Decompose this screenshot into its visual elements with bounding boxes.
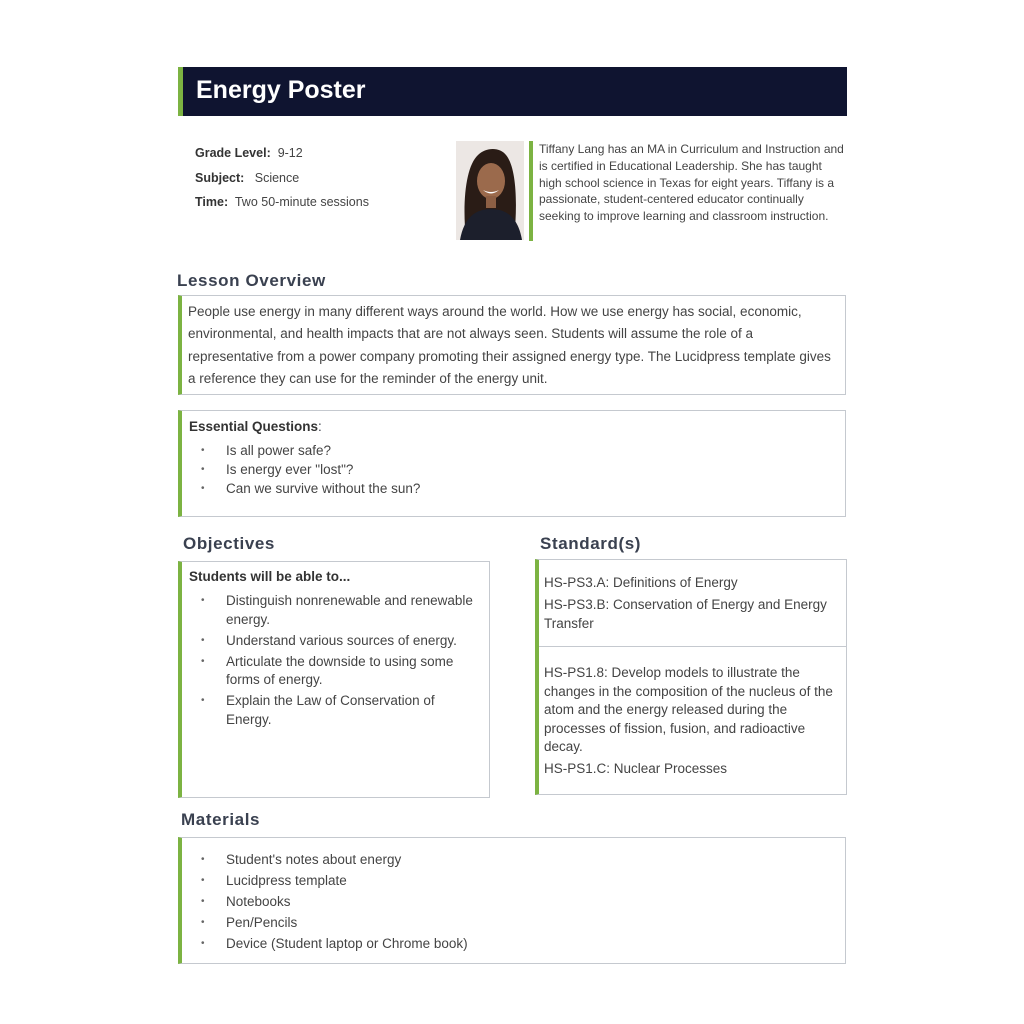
standards-box [535,559,847,795]
page-title: Energy Poster [196,76,366,104]
objectives-title: Students will be able to... [189,569,351,584]
lesson-overview-box [178,295,846,395]
essential-questions-box: Essential Questions: • Is all power safe? • Is energy ever "lost"? • Can we survive without the sun? [178,410,846,517]
essential-questions-title: Essential Questions [189,419,319,434]
list-item: • Can we survive without the sun? [182,480,845,499]
author-bio: Tiffany Lang has an MA in Curriculum and Instruction and is certified in Educational Leadership. She has taught high school science in Texas for eight years. Tiffany is a passionate, student-centered educator continually seeking to improve learning and classroom instruction. [529,141,847,241]
list-item: • Is all power safe? [182,442,845,461]
list-item: • Pen/Pencils [182,912,845,933]
bullet-icon: • [201,463,205,475]
standards-heading: Standard(s) [540,534,642,553]
lesson-overview-text: People use energy in many different ways around the world. How we use energy has social, economic, environmental, and health impacts that are not always seen. Students will assume the role of a representative from a power company promoting their assigned energy type. The Lucidpress template gives a reference they can use for the reminder of the energy unit. [188,304,831,386]
bullet-icon: • [201,445,205,456]
list-item: • Lucidpress template [182,870,845,891]
grade-level-value: 9-12 [277,146,303,160]
author-photo [456,141,524,240]
list-item: • Is energy ever "lost"? [182,461,845,480]
list-item: • Explain the Law of Conservation of Energy. [201,693,435,727]
grade-level-label: Grade Level: [195,146,271,160]
standard-item: HS-PS3.A: Definitions of Energy [544,575,738,590]
standard-item: HS-PS1.8: Develop models to illustrate the changes in the composition of the nucleus of the atom and the energy released during the processes of fission, fusion, and radioactive decay. [544,665,833,754]
time-value: Two 50-minute sessions [234,195,369,209]
essential-questions-list [182,442,845,498]
subject-row [195,166,369,191]
standards-group-energy [544,574,839,633]
standard-item: HS-PS1.C: Nuclear Processes [544,761,728,776]
list-item: • Understand various sources of energy. [182,632,482,651]
accent-bar [178,67,183,116]
standards-group-nuclear [544,664,839,779]
objectives-heading: Objectives [183,534,275,553]
standard-item: HS-PS3.B: Conservation of Energy and Energy Transfer [544,597,827,631]
list-item: • Notebooks [182,891,845,912]
bullet-icon: • [201,896,205,907]
materials-box [178,837,846,964]
bullet-icon: • [201,917,205,928]
materials-heading: Materials [181,810,261,829]
bullet-icon: • [201,875,205,886]
list-item: • Articulate the downside to using some forms of energy. [201,653,454,687]
grade-level-row [195,141,369,166]
materials-list [182,849,845,954]
bullet-icon: • [201,655,205,667]
divider [539,646,846,647]
lesson-meta [195,141,369,215]
objectives-list [182,592,482,729]
time-row [195,190,369,215]
title-banner [178,67,847,116]
bullet-icon: • [201,854,205,865]
list-item: • Student's notes about energy [182,849,845,870]
subject-value: Science [254,170,300,185]
bullet-icon: • [201,938,205,949]
time-label: Time: [195,195,229,209]
list-item: • Distinguish nonrenewable and renewable energy. [201,593,473,627]
objectives-box [178,561,490,798]
bullet-icon: • [201,634,205,646]
bullet-icon: • [201,595,205,606]
list-item: • Device (Student laptop or Chrome book) [182,933,845,954]
subject-label: Subject: [195,170,245,185]
lesson-overview-heading: Lesson Overview [177,271,326,290]
bullet-icon: • [201,482,205,494]
bullet-icon: • [201,695,205,706]
